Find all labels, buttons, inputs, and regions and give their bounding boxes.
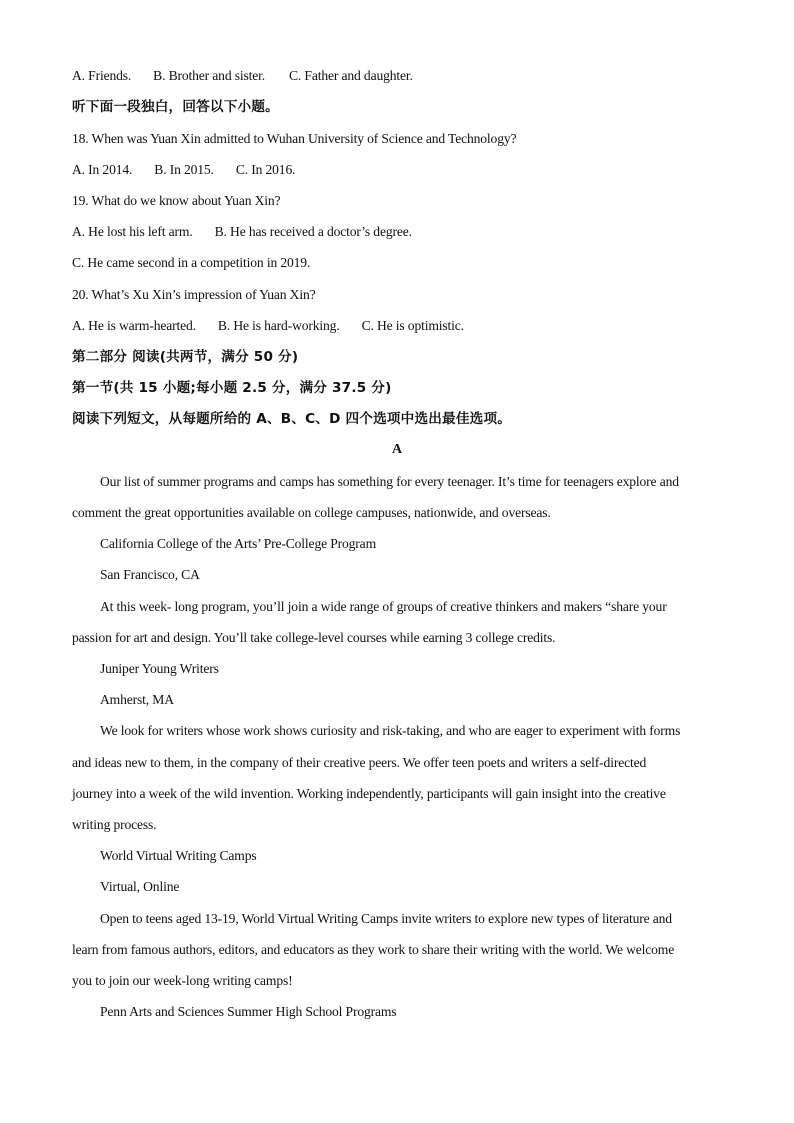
q17-option-a: A. Friends. <box>72 68 132 83</box>
q20-option-b: B. He is hard-working. <box>217 318 340 333</box>
program-3-line-3: you to join our week-long writing camps! <box>72 973 293 988</box>
program-2-line-3: journey into a week of the wild invention. Working independently, participants will gain insight into the creative <box>72 786 666 801</box>
program-1-line-1: At this week- long program, you’ll join a wide range of groups of creative thinkers and makers “share your <box>100 599 667 614</box>
section-one-title: 第一节(共 15 小题;每小题 2.5 分，满分 37.5 分) <box>72 380 392 396</box>
q18-question: 18. When was Yuan Xin admitted to Wuhan University of Science and Technology? <box>72 131 517 146</box>
q19-option-a: A. He lost his left arm. <box>72 224 193 239</box>
passage-letter: A <box>392 442 402 457</box>
program-2-line-4: writing process. <box>72 817 157 832</box>
q17-option-b: B. Brother and sister. <box>153 68 266 83</box>
program-1-location: San Francisco, CA <box>100 567 200 582</box>
program-4-name: Penn Arts and Sciences Summer High School Programs <box>100 1004 397 1019</box>
q19-question: 19. What do we know about Yuan Xin? <box>72 193 281 208</box>
intro-line-1: Our list of summer programs and camps has something for every teenager. It’s time for teenagers explore and <box>100 474 679 489</box>
intro-line-2: comment the great opportunities available on college campuses, nationwide, and overseas. <box>72 505 551 520</box>
program-3-line-2: learn from famous authors, editors, and educators as they work to share their writing with the world. We welcome <box>72 942 675 957</box>
q20-option-a: A. He is warm-hearted. <box>72 318 196 333</box>
q20-options <box>72 317 464 335</box>
reading-instruction: 阅读下列短文，从每题所给的 A、B、C、D 四个选项中选出最佳选项。 <box>72 411 512 427</box>
program-1-name: California College of the Arts’ Pre-College Program <box>100 536 376 551</box>
program-2-name: Juniper Young Writers <box>100 661 219 676</box>
q20-option-c: C. He is optimistic. <box>361 318 464 333</box>
q19-options-ab <box>72 223 412 241</box>
q19-option-c: C. He came second in a competition in 2019. <box>72 255 311 270</box>
q17-options <box>72 67 413 85</box>
q18-option-b: B. In 2015. <box>154 162 214 177</box>
program-3-location: Virtual, Online <box>100 879 180 894</box>
q18-option-a: A. In 2014. <box>72 162 133 177</box>
q19-option-b: B. He has received a doctor’s degree. <box>214 224 412 239</box>
program-2-location: Amherst, MA <box>100 692 174 707</box>
program-3-name: World Virtual Writing Camps <box>100 848 257 863</box>
program-2-line-1: We look for writers whose work shows curiosity and risk-taking, and who are eager to experiment with forms <box>100 723 681 738</box>
part-two-title: 第二部分 阅读(共两节，满分 50 分) <box>72 349 299 365</box>
monologue-instruction: 听下面一段独白，回答以下小题。 <box>72 99 279 115</box>
q18-option-c: C. In 2016. <box>235 162 296 177</box>
program-2-line-2: and ideas new to them, in the company of their creative peers. We offer teen poets and writers a self-directed <box>72 755 647 770</box>
program-3-line-1: Open to teens aged 13-19, World Virtual Writing Camps invite writers to explore new types of literature and <box>100 911 672 926</box>
q20-question: 20. What’s Xu Xin’s impression of Yuan Xin? <box>72 287 316 302</box>
program-1-line-2: passion for art and design. You’ll take college-level courses while earning 3 college credits. <box>72 630 556 645</box>
q17-option-c: C. Father and daughter. <box>289 68 413 83</box>
q18-options <box>72 161 295 179</box>
